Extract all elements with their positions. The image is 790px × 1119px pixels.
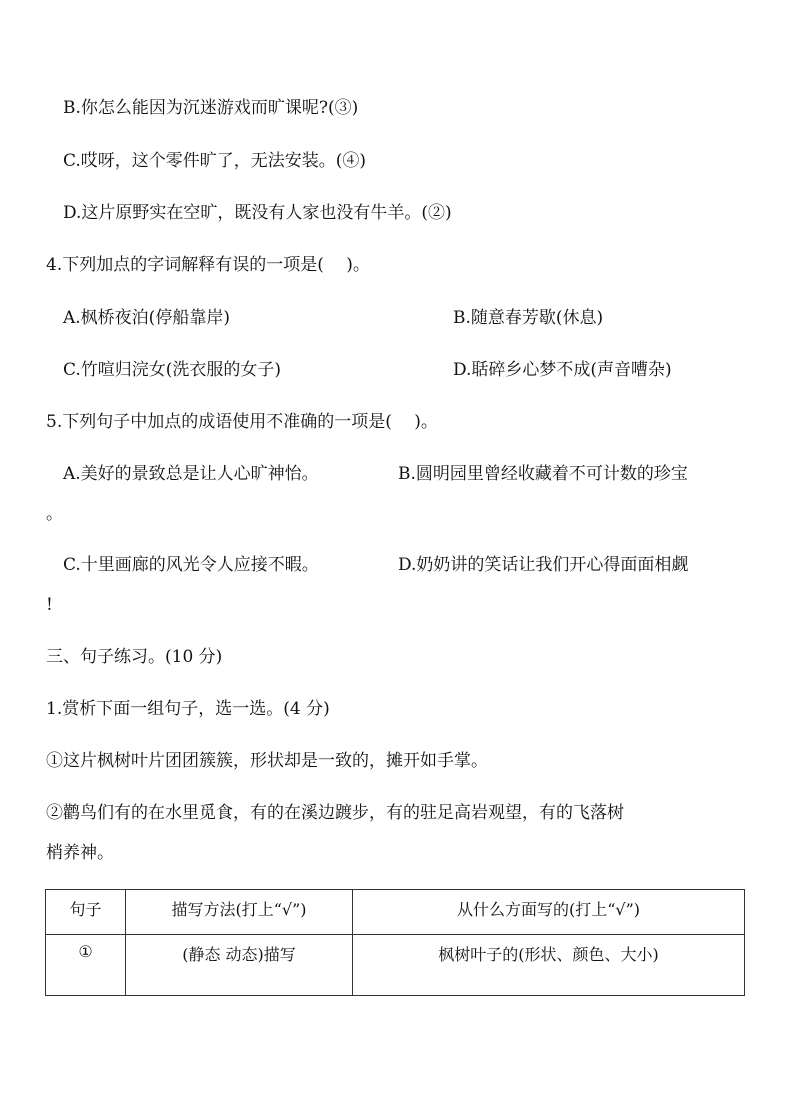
q5-option-b-wrap: 。 bbox=[46, 504, 63, 524]
table-header-cell: 句子 bbox=[46, 890, 126, 935]
table-cell: 枫树叶子的(形状、颜色、大小) bbox=[353, 935, 745, 996]
q3-option-b: B.你怎么能因为沉迷游戏而旷课呢?(③) bbox=[63, 98, 359, 118]
analysis-table bbox=[45, 889, 745, 996]
q4-option-d: D.聒碎乡心梦不成(声音嘈杂) bbox=[453, 360, 672, 380]
q5-option-b: B.圆明园里曾经收藏着不可计数的珍宝 bbox=[398, 464, 688, 484]
table-cell: ① bbox=[46, 935, 126, 996]
s1-sentence-2-line-1: ②鹳鸟们有的在水里觅食，有的在溪边踱步，有的驻足高岩观望，有的飞落树 bbox=[46, 803, 624, 823]
section-heading: 三、句子练习。(10 分) bbox=[46, 647, 223, 667]
q4-option-b: B.随意春芳歇(休息) bbox=[453, 308, 604, 328]
q5-stem: 5.下列句子中加点的成语使用不准确的一项是( )。 bbox=[46, 412, 438, 432]
q3-option-d: D.这片原野实在空旷，既没有人家也没有牛羊。(②) bbox=[63, 203, 452, 223]
s1-sentence-1: ①这片枫树叶片团团簇簇，形状却是一致的，摊开如手掌。 bbox=[46, 751, 488, 771]
table-cell: (静态 动态)描写 bbox=[126, 935, 353, 996]
s1-sentence-2-line-2: 梢养神。 bbox=[46, 843, 114, 863]
q5-option-a: A.美好的景致总是让人心旷神怡。 bbox=[63, 464, 319, 484]
q3-option-c: C.哎呀，这个零件旷了，无法安装。(④) bbox=[63, 151, 367, 171]
table-row bbox=[46, 935, 745, 996]
table-header-row bbox=[46, 890, 745, 935]
s1-stem: 1.赏析下面一组句子，选一选。(4 分) bbox=[46, 699, 330, 719]
q4-option-a: A.枫桥夜泊(停船靠岸) bbox=[63, 308, 230, 328]
q5-option-d-wrap: ! bbox=[46, 595, 53, 615]
q4-stem: 4.下列加点的字词解释有误的一项是( )。 bbox=[46, 255, 370, 275]
q5-option-d: D.奶奶讲的笑话让我们开心得面面相觑 bbox=[398, 555, 689, 575]
table-header-cell: 从什么方面写的(打上“√”) bbox=[353, 890, 745, 935]
q5-option-c: C.十里画廊的风光令人应接不暇。 bbox=[63, 555, 319, 575]
q4-option-c: C.竹喧归浣女(洗衣服的女子) bbox=[63, 360, 282, 380]
table-header-cell: 描写方法(打上“√”) bbox=[126, 890, 353, 935]
